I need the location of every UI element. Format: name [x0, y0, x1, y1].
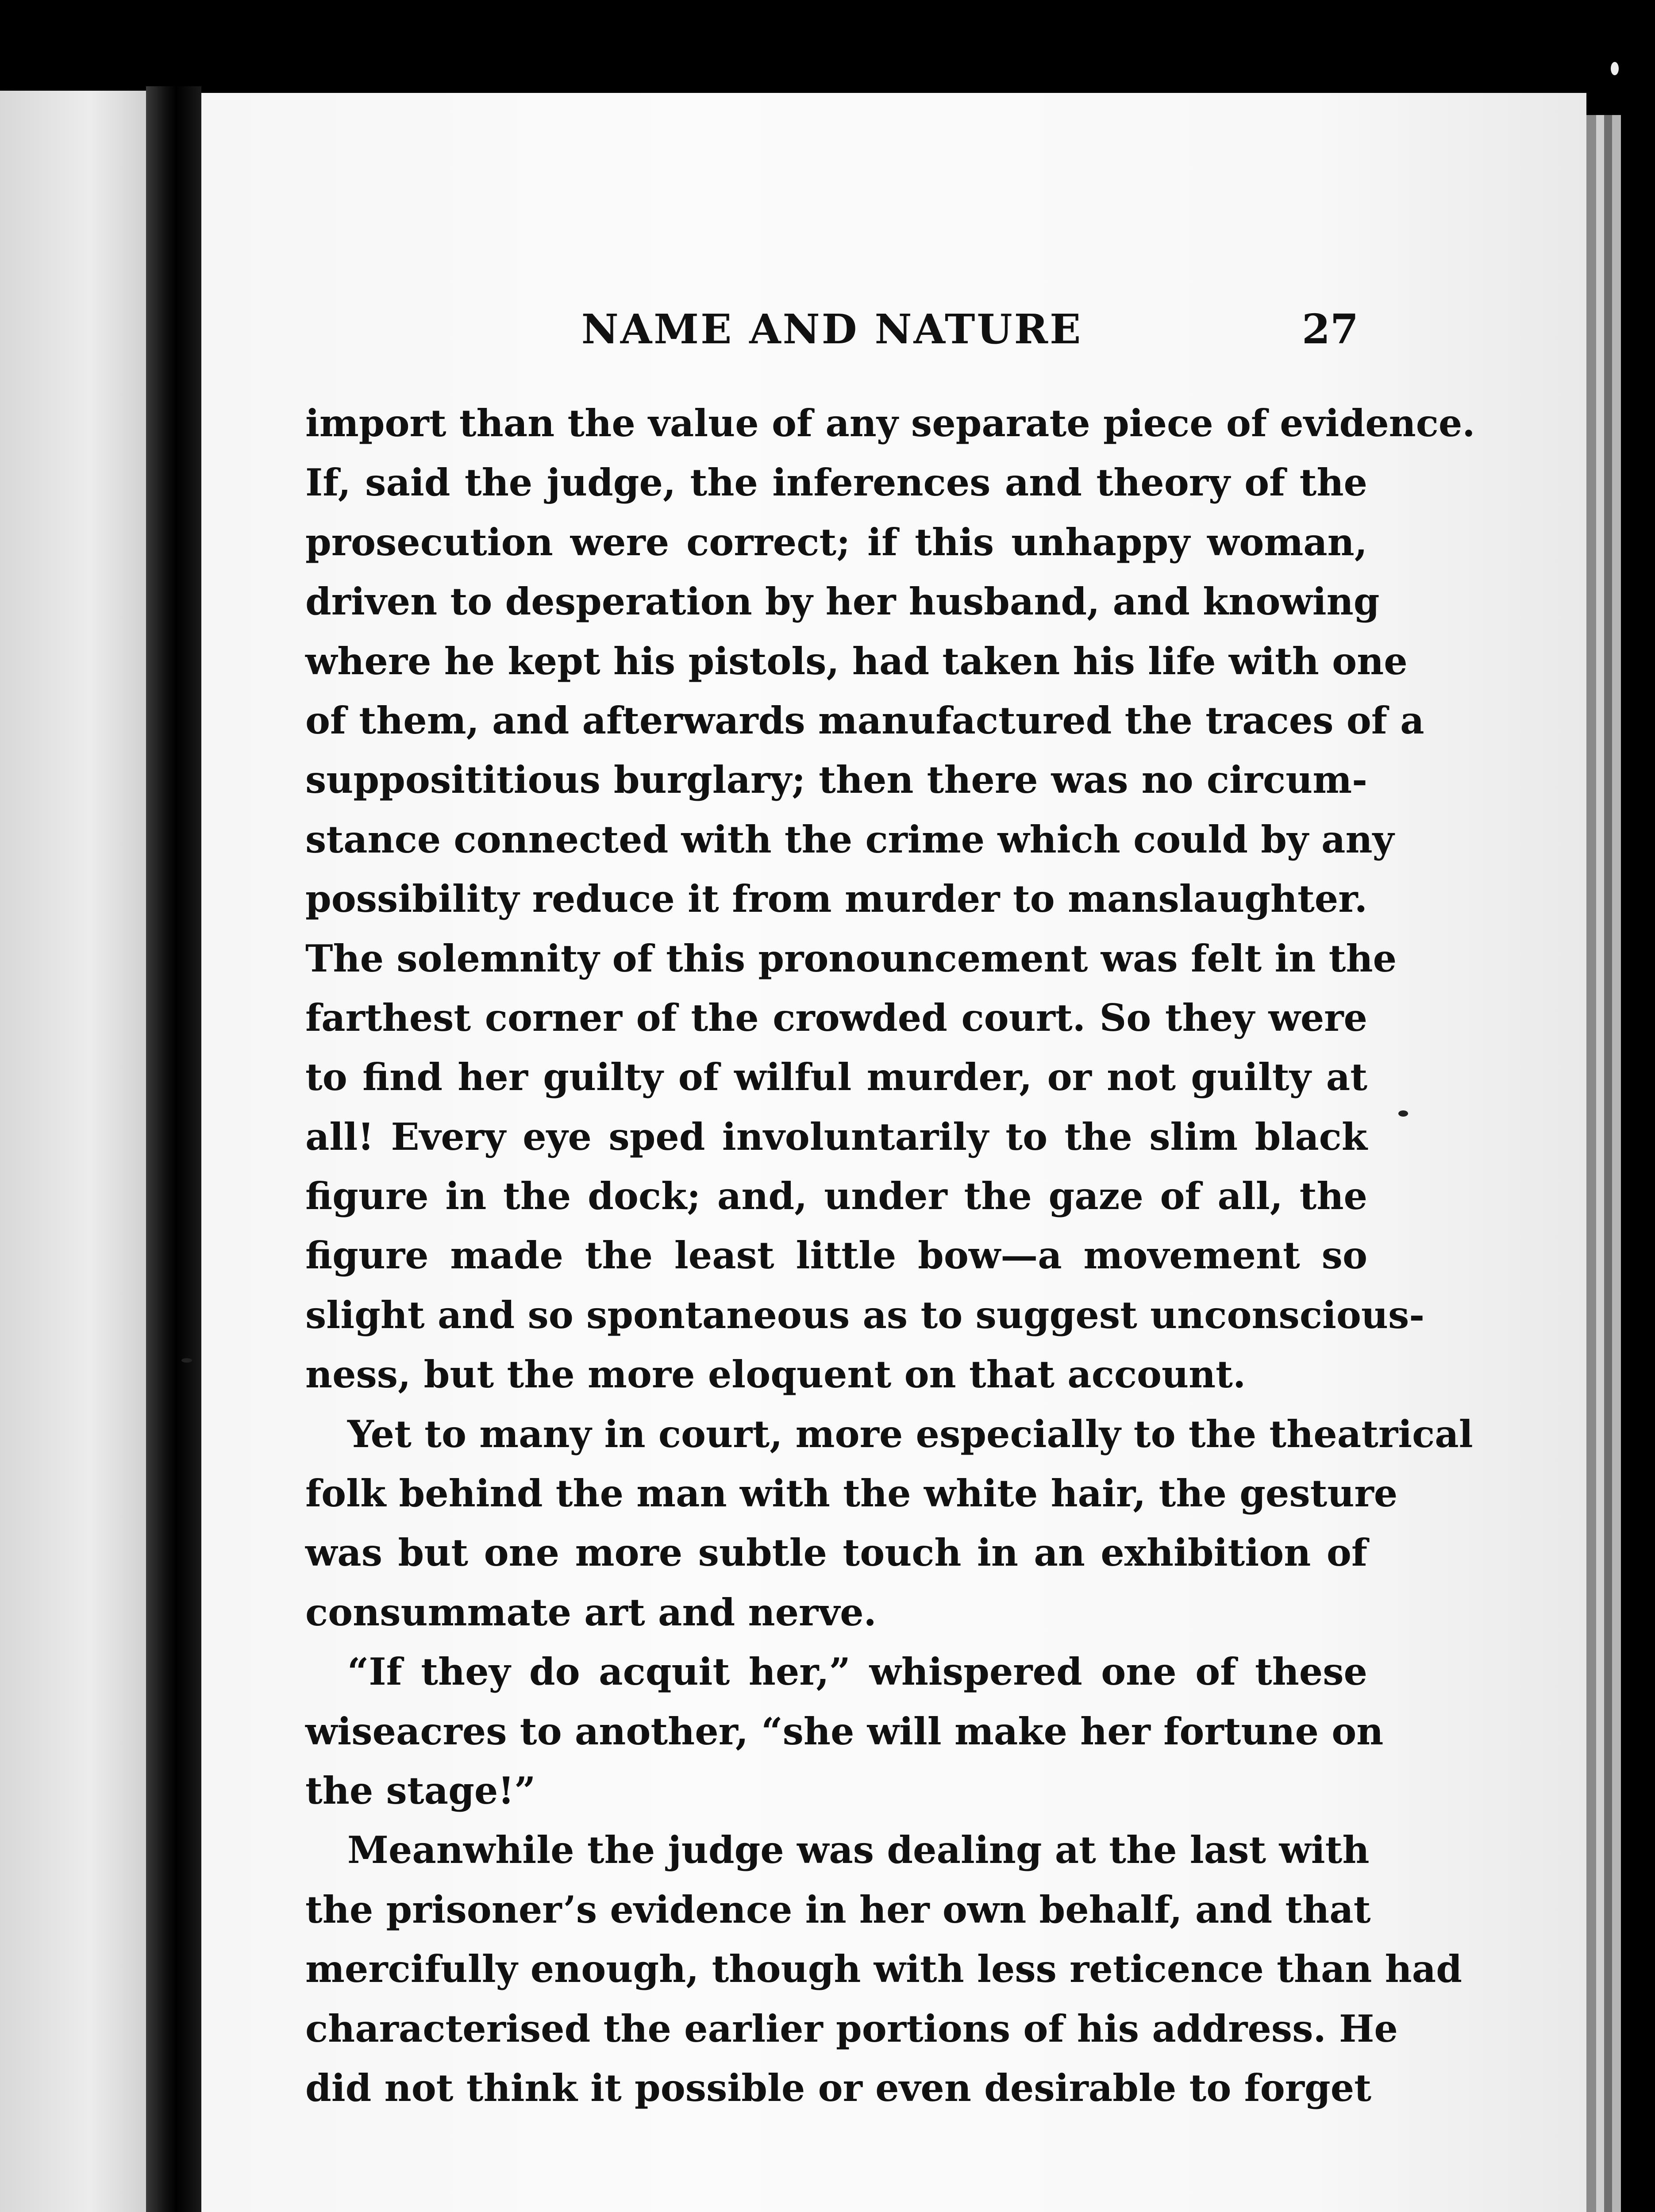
text-line: Meanwhile the judge was dealing at the last with: [347, 1828, 1370, 1872]
text-line: to find her guilty of wilful murder, or not guilty at: [305, 1055, 1367, 1099]
dust-speck: [181, 1358, 192, 1363]
text-line: the stage!”: [305, 1768, 536, 1813]
paragraph: [305, 1820, 1462, 2118]
text-line: farthest corner of the crowded court. So they were: [305, 995, 1367, 1040]
page-edge-stack: [1604, 115, 1612, 2212]
text-line: driven to desperation by her husband, and knowing: [305, 580, 1380, 624]
paragraph: [305, 394, 1475, 1405]
text-line: “If they do acquit her,” whispered one of these: [347, 1650, 1367, 1694]
text-line: where he kept his pistols, had taken his life with one: [305, 639, 1408, 683]
book-gutter: [146, 86, 201, 2212]
dust-speck: [1398, 1110, 1408, 1117]
text-line: supposititious burglary; then there was no circum-: [305, 758, 1367, 802]
text-line: prosecution were correct; if this unhappy woman,: [305, 520, 1367, 564]
text-line: possibility reduce it from murder to manslaughter.: [305, 877, 1367, 921]
page-header: [305, 296, 1359, 358]
page-edge-stack: [1612, 115, 1621, 2212]
text-line: mercifully enough, though with less reticence than had: [305, 1947, 1462, 1991]
text-line: Yet to many in court, more especially to the theatrical: [347, 1412, 1473, 1456]
text-line: wiseacres to another, “she will make her fortune on: [305, 1709, 1384, 1753]
dust-speck: [1611, 62, 1619, 75]
paragraph: [305, 1405, 1473, 1643]
text-line: characterised the earlier portions of his address. He: [305, 2006, 1398, 2051]
text-line: the prisoner’s evidence in her own behalf, and that: [305, 1887, 1371, 1932]
text-line: stance connected with the crime which could by any: [305, 817, 1394, 861]
text-line: ness, but the more eloquent on that account.: [305, 1352, 1246, 1397]
text-line: all! Every eye sped involuntarily to the slim black: [305, 1114, 1367, 1159]
running-head: NAME AND NATURE: [581, 305, 1083, 353]
page-number: 27: [1301, 305, 1359, 353]
text-line: slight and so spontaneous as to suggest unconscious-: [305, 1293, 1425, 1337]
text-line: If, said the judge, the inferences and theory of the: [305, 461, 1367, 505]
text-line: figure made the least little bow—a movement so: [305, 1233, 1367, 1278]
text-line: did not think it possible or even desirable to forget: [305, 2066, 1372, 2110]
text-line: folk behind the man with the white hair, the gesture: [305, 1471, 1398, 1516]
paragraph: [305, 1642, 1384, 1820]
text-line: The solemnity of this pronouncement was felt in the: [305, 936, 1397, 980]
previous-page-edge: [0, 91, 150, 2212]
text-line: consummate art and nerve.: [305, 1590, 877, 1634]
text-line: figure in the dock; and, under the gaze of all, the: [305, 1174, 1367, 1218]
text-line: of them, and afterwards manufactured the traces of a: [305, 698, 1424, 742]
text-line: import than the value of any separate piece of evidence.: [305, 401, 1475, 445]
text-line: was but one more subtle touch in an exhibition of: [305, 1531, 1367, 1575]
page-edge-stack: [1586, 115, 1596, 2212]
body-text: [305, 394, 1475, 2118]
page-edge-stack: [1596, 115, 1604, 2212]
